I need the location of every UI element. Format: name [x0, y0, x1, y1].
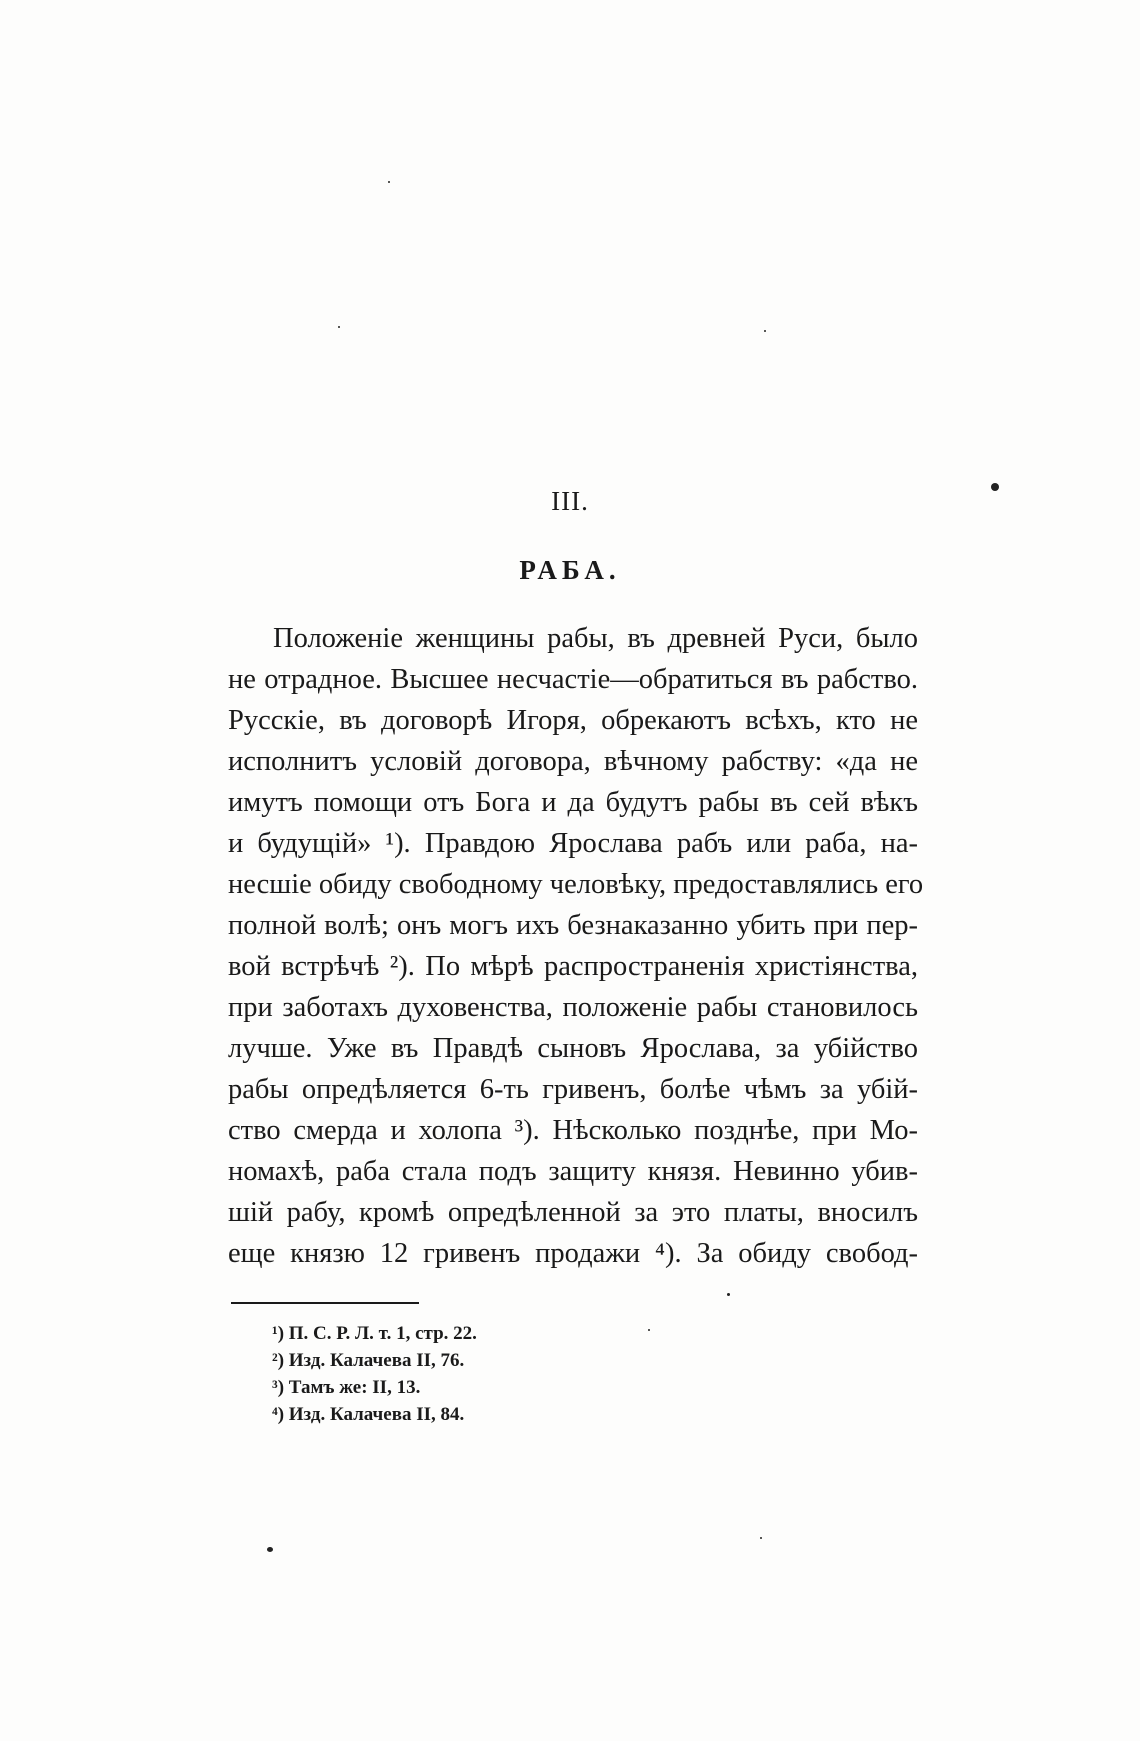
- text-line: еще князю 12 гривенъ продажи ⁴). За обиду свобод-: [228, 1238, 918, 1269]
- scan-speck: [764, 330, 766, 332]
- text-line: рабы опредѣляется 6-ть гривенъ, болѣе чѣмъ за убій-: [228, 1074, 918, 1105]
- text-line: номахѣ, раба стала подъ защиту князя. Невинно убив-: [228, 1156, 918, 1187]
- text-line: при заботахъ духовенства, положеніе рабы становилось: [228, 992, 918, 1023]
- scan-speck: [760, 1537, 762, 1539]
- footnote: ³) Тамъ же: II, 13.: [272, 1377, 421, 1398]
- scan-speck: [727, 1293, 730, 1296]
- scan-speck: [338, 326, 340, 328]
- footnotes: [272, 1320, 477, 1428]
- text-line: имутъ помощи отъ Бога и да будутъ рабы въ сей вѣкъ: [228, 787, 918, 818]
- footnote: ²) Изд. Калачева II, 76.: [272, 1350, 465, 1371]
- scan-speck: [267, 1547, 273, 1552]
- scan-speck: [648, 1329, 650, 1331]
- scan-speck: [991, 483, 999, 491]
- text-line: не отрадное. Высшее несчастіе—обратиться въ рабство.: [228, 664, 918, 695]
- text-line: вой встрѣчѣ ²). По мѣрѣ распространенія христіянства,: [228, 951, 918, 982]
- text-line: исполнитъ условій договора, вѣчному рабству: «да не: [228, 746, 918, 777]
- footnote-separator: [231, 1302, 419, 1304]
- footnote: ¹) П. С. Р. Л. т. 1, стр. 22.: [272, 1323, 477, 1344]
- text-line: лучше. Уже въ Правдѣ сыновъ Ярослава, за убійство: [228, 1033, 918, 1064]
- text-line: полной волѣ; онъ могъ ихъ безнаказанно убить при пер-: [228, 910, 918, 941]
- text-line: несшіе обиду свободному человѣку, предоставлялись его: [228, 869, 924, 900]
- body-paragraph: [228, 618, 924, 1274]
- text-line: и будущій» ¹). Правдою Ярослава рабъ или раба, на-: [228, 828, 918, 859]
- text-line: Положеніе женщины рабы, въ древней Руси, было: [273, 623, 918, 654]
- text-line: Русскіе, въ договорѣ Игоря, обрекаютъ всѣхъ, кто не: [228, 705, 918, 736]
- text-line: шій рабу, кромѣ опредѣленной за это платы, вносилъ: [228, 1197, 918, 1228]
- footnote: ⁴) Изд. Калачева II, 84.: [272, 1404, 465, 1425]
- chapter-number: III.: [551, 486, 589, 516]
- chapter-title: РАБА.: [519, 555, 621, 585]
- scan-speck: [388, 181, 390, 183]
- text-line: ство смерда и холопа ³). Нѣсколько позднѣе, при Мо-: [228, 1115, 918, 1146]
